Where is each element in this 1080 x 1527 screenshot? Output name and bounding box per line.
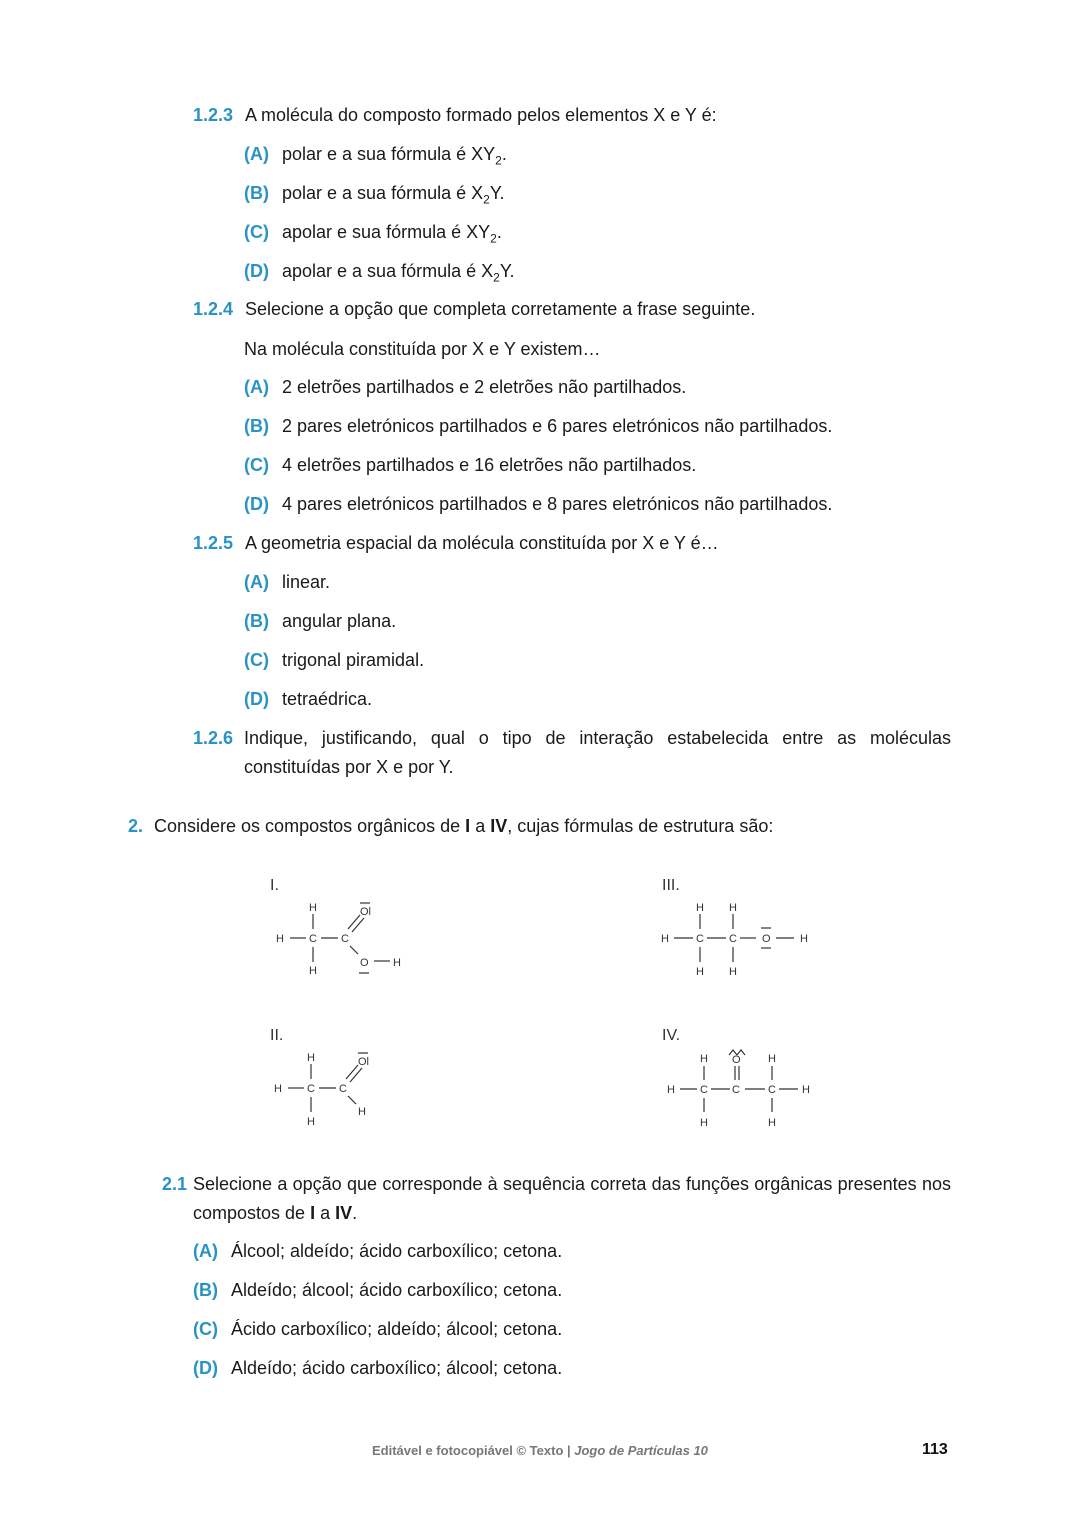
svg-text:C: C <box>307 1083 315 1095</box>
page-footer: Editável e fotocopiável © Texto | Jogo de Partículas 10 <box>372 1443 708 1458</box>
question-2-1: Selecione a opção que corresponde à sequência correta das funções orgânicas presentes nos compostos de I a IV. <box>193 1174 951 1223</box>
option-a: (A) Álcool; aldeído; ácido carboxílico; cetona. <box>193 1241 563 1261</box>
question-number: 2.1 <box>162 1174 188 1194</box>
option-b: (B) Aldeído; álcool; ácido carboxílico; cetona. <box>193 1280 563 1300</box>
option-c: (C) 4 eletrões partilhados e 16 eletrões não partilhados. <box>244 455 697 475</box>
book-title: Jogo de Partículas 10 <box>574 1443 708 1458</box>
question-number: 1.2.4 <box>193 299 234 319</box>
svg-text:Ol: Ol <box>360 906 371 918</box>
svg-text:H: H <box>768 1053 776 1065</box>
option-b: (B) 2 pares eletrónicos partilhados e 6 pares eletrónicos não partilhados. <box>244 416 833 436</box>
option-c: (C) trigonal piramidal. <box>244 650 425 670</box>
svg-text:H: H <box>307 1116 315 1128</box>
question-1-2-5 <box>193 532 719 554</box>
svg-text:H: H <box>700 1053 708 1065</box>
question-number: 1.2.3 <box>193 105 234 125</box>
structural-formula-iv <box>660 1045 820 1135</box>
svg-text:H: H <box>729 966 737 978</box>
option-c: (C) Ácido carboxílico; aldeído; álcool; cetona. <box>193 1319 563 1339</box>
question-number: 2. <box>128 816 144 836</box>
option-b: (B) polar e a sua fórmula é $X_2Y$. <box>244 183 505 207</box>
option-d: (D) apolar e a sua fórmula é $X_2Y$. <box>244 261 515 285</box>
question-stem: Selecione a opção que completa corretamente a frase seguinte. <box>245 299 756 319</box>
question-1-2-4 <box>193 298 755 320</box>
svg-text:H: H <box>276 933 284 945</box>
question-stem: A geometria espacial da molécula constituída por X e Y é… <box>245 533 719 553</box>
svg-text:H: H <box>700 1117 708 1129</box>
option-c: (C) apolar e sua fórmula é $XY_2$. <box>244 222 502 246</box>
question-stem: A molécula do composto formado pelos elementos X e Y é: <box>245 105 717 125</box>
option-a: (A) linear. <box>244 572 331 592</box>
structural-formula-i <box>268 895 418 985</box>
svg-text:C: C <box>309 933 317 945</box>
structural-formula-ii <box>266 1045 416 1135</box>
svg-text:C: C <box>729 933 737 945</box>
svg-text:C: C <box>341 933 349 945</box>
svg-text:H: H <box>800 933 808 945</box>
question-number: 1.2.6 <box>193 728 234 748</box>
svg-text:H: H <box>729 902 737 914</box>
svg-text:H: H <box>309 965 317 977</box>
svg-text:H: H <box>358 1106 366 1118</box>
svg-text:O: O <box>360 957 369 969</box>
svg-text:C: C <box>768 1084 776 1096</box>
question-1-2-3 <box>193 104 717 126</box>
option-a: (A) polar e a sua fórmula é $XY_2$. <box>244 144 507 168</box>
svg-text:C: C <box>696 933 704 945</box>
option-b: (B) angular plana. <box>244 611 397 631</box>
svg-text:H: H <box>661 933 669 945</box>
svg-text:C: C <box>339 1083 347 1095</box>
svg-text:H: H <box>309 902 317 914</box>
structure-label-ii: II. <box>270 1027 284 1044</box>
svg-text:H: H <box>667 1084 675 1096</box>
question-2: 2. Considere os compostos orgânicos de I a IV, cujas fórmulas de estrutura são: <box>128 816 774 836</box>
svg-text:C: C <box>732 1084 740 1096</box>
svg-text:O: O <box>732 1054 741 1066</box>
option-a: (A) 2 eletrões partilhados e 2 eletrões não partilhados. <box>244 377 687 397</box>
structural-formula-iii <box>658 895 818 985</box>
structure-label-iii: III. <box>662 877 680 894</box>
svg-text:H: H <box>768 1117 776 1129</box>
svg-text:H: H <box>696 966 704 978</box>
svg-text:O: O <box>762 933 771 945</box>
option-d: (D) 4 pares eletrónicos partilhados e 8 pares eletrónicos não partilhados. <box>244 494 833 514</box>
question-1-2-6: Indique, justificando, qual o tipo de interação estabelecida entre as moléculas constituídas por X e por Y. <box>244 728 951 777</box>
structure-label-iv: IV. <box>662 1027 681 1044</box>
svg-text:H: H <box>307 1052 315 1064</box>
svg-text:Ol: Ol <box>358 1056 369 1068</box>
svg-text:H: H <box>393 957 401 969</box>
svg-text:H: H <box>274 1083 282 1095</box>
question-number: 1.2.5 <box>193 533 234 553</box>
page-number: 113 <box>922 1441 948 1458</box>
question-sentence: Na molécula constituída por X e Y existem… <box>244 339 601 359</box>
svg-text:C: C <box>700 1084 708 1096</box>
svg-text:H: H <box>802 1084 810 1096</box>
option-d: (D) Aldeído; ácido carboxílico; álcool; cetona. <box>193 1358 563 1378</box>
structure-label-i: I. <box>270 877 279 894</box>
option-d: (D) tetraédrica. <box>244 689 373 709</box>
svg-text:H: H <box>696 902 704 914</box>
